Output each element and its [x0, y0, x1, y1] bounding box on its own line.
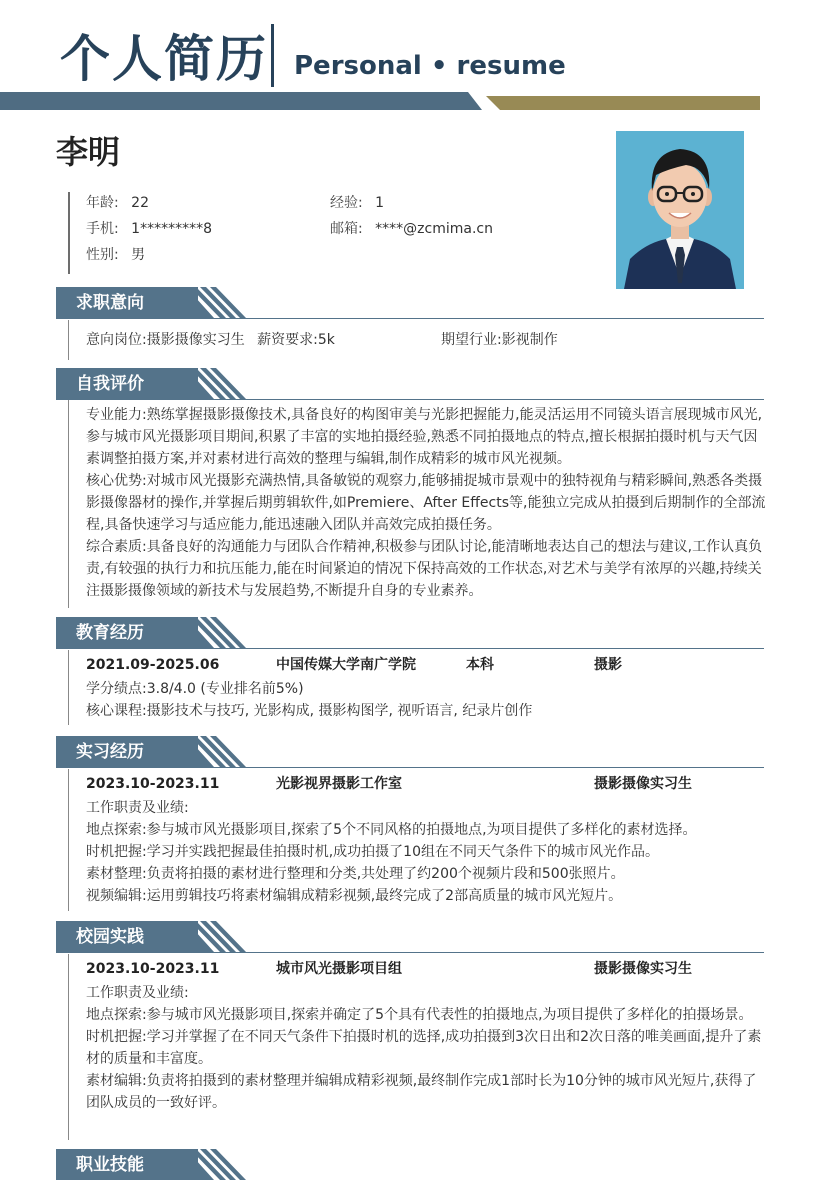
email-label: 邮箱: [330, 221, 363, 237]
section-header-skills [56, 1149, 764, 1175]
internship-item: 地点探索:参与城市风光摄影项目,探索了5个不同风格的拍摄地点,为项目提供了多样化的素材选择。 [86, 822, 697, 838]
education-details [86, 678, 766, 722]
intent-industry: 期望行业:影视制作 [441, 332, 558, 348]
email-field [330, 219, 493, 239]
internship-divider [68, 769, 69, 911]
age-value: 22 [131, 195, 149, 211]
resume-subtitle: Personal • resume [294, 51, 566, 81]
internship-item: 时机把握:学习并实践把握最佳拍摄时机,成功拍摄了10组在不同天气条件下的城市风光作品。 [86, 844, 659, 860]
experience-label: 经验: [330, 195, 363, 211]
section-stripes [156, 617, 256, 651]
intent-row [86, 329, 766, 351]
campus-details [86, 982, 766, 1114]
section-header-campus [56, 921, 764, 955]
section-stripes [156, 1149, 256, 1183]
candidate-name: 李明 [56, 133, 121, 171]
internship-period: 2023.10-2023.11 [86, 776, 220, 792]
internship-company: 光影视界摄影工作室 [276, 776, 402, 792]
profile-photo [616, 131, 744, 289]
campus-divider [68, 954, 69, 1140]
experience-value: 1 [375, 195, 385, 211]
intent-salary: 薪资要求:5k [257, 332, 335, 348]
internship-item: 素材整理:负责将拍摄的素材进行整理和分类,共处理了约200个视频片段和500张照片。 [86, 866, 625, 882]
phone-label: 手机: [86, 221, 119, 237]
section-stripes [156, 287, 256, 321]
self-eval-divider [68, 400, 69, 608]
email-value: ****@zcmima.cn [375, 221, 493, 237]
section-title-education: 教育经历 [76, 623, 144, 643]
education-period: 2021.09-2025.06 [86, 657, 220, 673]
section-stripes [156, 368, 256, 402]
gender-field [86, 245, 145, 265]
section-title-internship: 实习经历 [76, 742, 144, 762]
campus-item: 地点探索:参与城市风光摄影项目,探索并确定了5个具有代表性的拍摄地点,为项目提供了多样化的拍摄场景。 [86, 1007, 753, 1023]
campus-role: 摄影摄像实习生 [594, 961, 692, 977]
education-major: 摄影 [594, 657, 622, 673]
internship-details [86, 797, 766, 907]
campus-org: 城市风光摄影项目组 [276, 961, 402, 977]
campus-duty-label: 工作职责及业绩: [86, 985, 189, 1001]
section-header-internship [56, 736, 764, 770]
section-stripes [156, 921, 256, 955]
section-header-intent [56, 287, 764, 321]
internship-item: 视频编辑:运用剪辑技巧将素材编辑成精彩视频,最终完成了2部高质量的城市风光短片。 [86, 888, 623, 904]
self-eval-paragraph: 核心优势:对城市风光摄影充满热情,具备敏锐的观察力,能够捕捉城市景观中的独特视角与精彩瞬间,熟悉各类摄影摄像器材的操作,并掌握后期剪辑软件,如Premiere、After Effects等,能独立完成从拍摄到后期制作的全部流程,具备快速学习与适应能力,能迅速融入团队并高效完成拍摄任务。 [86, 473, 766, 533]
education-school: 中国传媒大学南广学院 [276, 657, 416, 673]
section-header-education [56, 617, 764, 651]
internship-duty-label: 工作职责及业绩: [86, 800, 189, 816]
section-title-self-eval: 自我评价 [76, 374, 144, 394]
education-divider [68, 650, 69, 725]
section-title-intent: 求职意向 [76, 293, 144, 313]
section-title-campus: 校园实践 [76, 927, 144, 947]
self-eval-paragraph: 专业能力:熟练掌握摄影摄像技术,具备良好的构图审美与光影把握能力,能灵活运用不同镜头语言展现城市风光,参与城市风光摄影项目期间,积累了丰富的实地拍摄经验,熟悉不同拍摄地点的特点,擅长根据拍摄时机与天气因素调整拍摄方案,并对素材进行高效的整理与编辑,制作成精彩的城市风光视频。 [86, 407, 763, 467]
internship-role: 摄影摄像实习生 [594, 776, 692, 792]
phone-field [86, 219, 212, 239]
intent-divider [68, 320, 69, 360]
education-courses: 核心课程:摄影技术与技巧, 光影构成, 摄影构图学, 视听语言, 纪录片创作 [86, 703, 533, 719]
education-gpa: 学分绩点:3.8/4.0 (专业排名前5%) [86, 681, 304, 697]
title-divider [271, 24, 274, 87]
campus-period: 2023.10-2023.11 [86, 961, 220, 977]
phone-value: 1*********8 [131, 221, 212, 237]
header-band [0, 92, 820, 114]
age-label: 年龄: [86, 195, 119, 211]
intent-position: 意向岗位:摄影摄像实习生 [86, 332, 245, 348]
info-divider [68, 192, 70, 274]
section-header-self-eval [56, 368, 764, 402]
age-field [86, 193, 149, 213]
section-stripes [156, 736, 256, 770]
campus-item: 时机把握:学习并掌握了在不同天气条件下拍摄时机的选择,成功拍摄到3次日出和2次日落的唯美画面,提升了素材的质量和丰富度。 [86, 1029, 762, 1067]
gender-label: 性别: [86, 247, 119, 263]
campus-item: 素材编辑:负责将拍摄到的素材整理并编辑成精彩视频,最终制作完成1部时长为10分钟的城市风光短片,获得了团队成员的一致好评。 [86, 1073, 757, 1111]
self-eval-paragraph: 综合素质:具备良好的沟通能力与团队合作精神,积极参与团队讨论,能清晰地表达自己的想法与建议,工作认真负责,有较强的执行力和抗压能力,能在时间紧迫的情况下保持高效的工作状态,对艺术与美学有浓厚的兴趣,持续关注摄影摄像领域的新技术与发展趋势,不断提升自身的专业素养。 [86, 539, 763, 599]
gender-value: 男 [131, 247, 146, 263]
education-degree: 本科 [466, 657, 494, 673]
section-title-skills: 职业技能 [76, 1155, 144, 1175]
self-eval-text [86, 404, 766, 602]
resume-title: 个人简历 [60, 30, 268, 88]
experience-field [330, 193, 384, 213]
